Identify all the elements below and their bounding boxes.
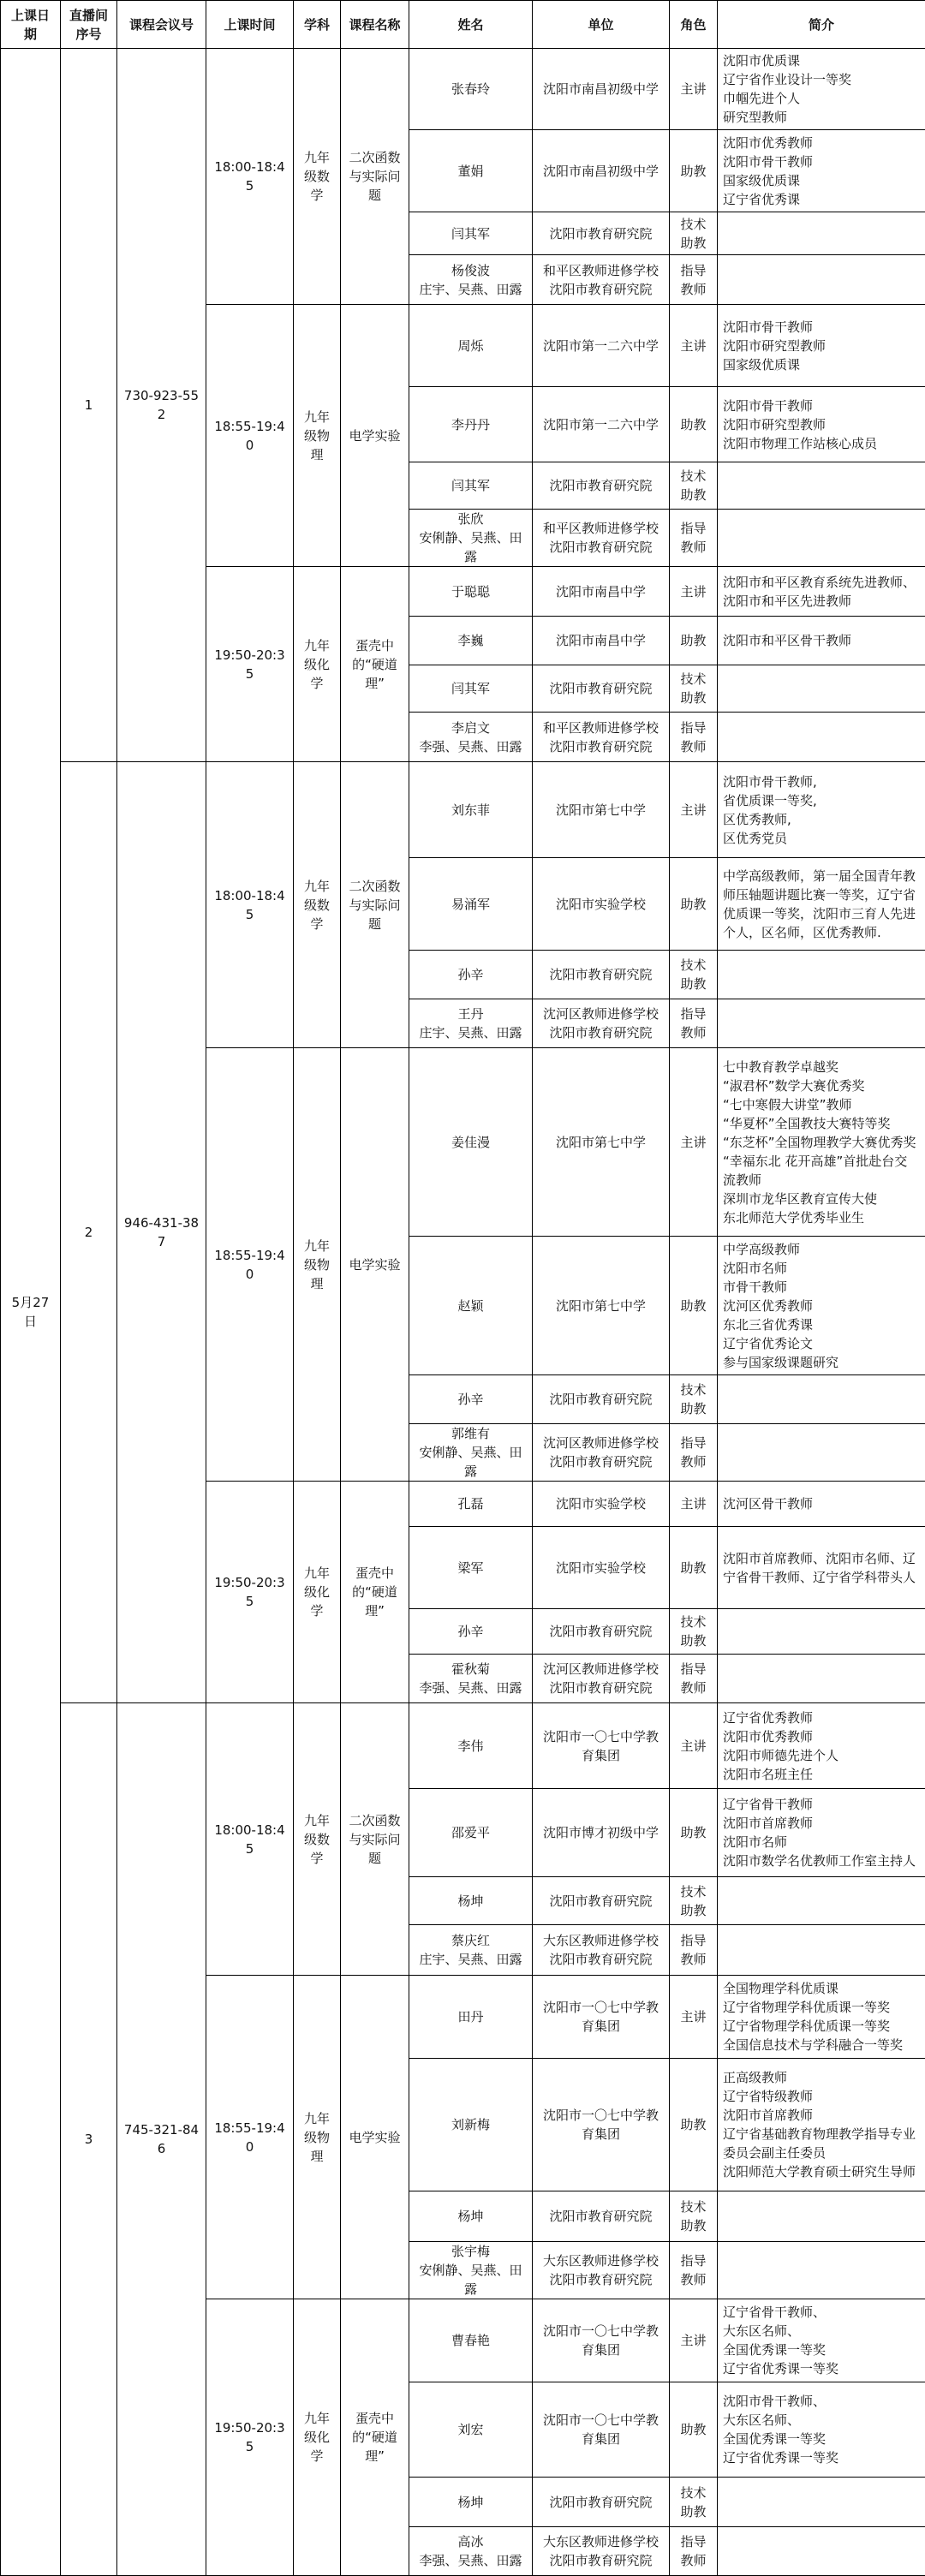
person-name-cell: 刘新梅 xyxy=(409,2059,533,2191)
intro-cell xyxy=(718,255,925,305)
header-cell-role: 角色 xyxy=(670,1,718,49)
person-name-cell: 郭维有 安俐静、吴燕、田露 xyxy=(409,1424,533,1482)
session-time-cell: 18:55-19:40 xyxy=(206,305,294,567)
unit-cell: 沈阳市实验学校 xyxy=(533,1482,670,1527)
course-name-cell: 电学实验 xyxy=(341,305,409,567)
person-name-cell: 梁军 xyxy=(409,1527,533,1609)
session-time-cell: 18:55-19:40 xyxy=(206,1048,294,1482)
header-row xyxy=(1,1,925,49)
course-name-cell: 蛋壳中的“硬道理” xyxy=(341,567,409,762)
role-cell: 主讲 xyxy=(670,1048,718,1237)
intro-cell: 辽宁省骨干教师、 大东区名师、 全国优秀课一等奖 辽宁省优秀课一等奖 xyxy=(718,2299,925,2382)
date-cell: 5月27日 xyxy=(1,49,61,2576)
header-cell-date: 上课日期 xyxy=(1,1,61,49)
role-cell: 技术助教 xyxy=(670,2191,718,2242)
role-cell: 技术助教 xyxy=(670,2478,718,2527)
role-cell: 助教 xyxy=(670,130,718,212)
person-name-cell: 杨坤 xyxy=(409,2191,533,2242)
person-name-cell: 张欣 安俐静、吴燕、田露 xyxy=(409,510,533,567)
session-time-cell: 19:50-20:35 xyxy=(206,2299,294,2576)
unit-cell: 沈河区教师进修学校 沈阳市教育研究院 xyxy=(533,1655,670,1703)
intro-cell xyxy=(718,2242,925,2299)
unit-cell: 沈阳市一〇七中学教育集团 xyxy=(533,1976,670,2059)
subject-cell: 九年级数学 xyxy=(294,1703,341,1976)
intro-cell xyxy=(718,2527,925,2576)
subject-cell: 九年级化学 xyxy=(294,2299,341,2576)
person-name-cell: 张宇梅 安俐静、吴燕、田露 xyxy=(409,2242,533,2299)
unit-cell: 沈阳市教育研究院 xyxy=(533,462,670,510)
role-cell: 指导教师 xyxy=(670,999,718,1048)
person-name-cell: 李启文 李强、吴燕、田露 xyxy=(409,713,533,762)
intro-cell: 沈阳市首席教师、沈阳市名师、辽宁省骨干教师、辽宁省学科带头人 xyxy=(718,1527,925,1609)
header-cell-intro: 简介 xyxy=(718,1,925,49)
header-cell-course: 课程名称 xyxy=(341,1,409,49)
header-cell-unit: 单位 xyxy=(533,1,670,49)
intro-cell: 全国物理学科优质课 辽宁省物理学科优质课一等奖 辽宁省物理学科优质课一等奖 全国信息技术与学科融合一等奖 xyxy=(718,1976,925,2059)
course-name-cell: 二次函数与实际问题 xyxy=(341,49,409,305)
unit-cell: 沈阳市一〇七中学教育集团 xyxy=(533,2382,670,2478)
person-name-cell: 李伟 xyxy=(409,1703,533,1789)
intro-cell: 沈阳市骨干教师、 大东区名师、 全国优秀课一等奖 辽宁省优秀课一等奖 xyxy=(718,2382,925,2478)
subject-cell: 九年级数学 xyxy=(294,49,341,305)
session-time-cell: 19:50-20:35 xyxy=(206,1482,294,1703)
subject-cell: 九年级化学 xyxy=(294,1482,341,1703)
person-name-cell: 杨坤 xyxy=(409,2478,533,2527)
header-cell-meeting: 课程会议号 xyxy=(117,1,206,49)
intro-cell: 沈阳市骨干教师 沈阳市研究型教师 国家级优质课 xyxy=(718,305,925,387)
person-name-cell: 杨坤 xyxy=(409,1877,533,1925)
intro-cell xyxy=(718,212,925,255)
unit-cell: 沈阳市实验学校 xyxy=(533,1527,670,1609)
person-name-cell: 于聪聪 xyxy=(409,567,533,617)
person-name-cell: 闫其军 xyxy=(409,212,533,255)
intro-cell xyxy=(718,1375,925,1424)
role-cell: 助教 xyxy=(670,1237,718,1375)
unit-cell: 沈阳市第七中学 xyxy=(533,1237,670,1375)
person-name-cell: 孔磊 xyxy=(409,1482,533,1527)
intro-cell xyxy=(718,2478,925,2527)
header-cell-name: 姓名 xyxy=(409,1,533,49)
person-name-cell: 董娟 xyxy=(409,130,533,212)
unit-cell: 沈阳市一〇七中学教育集团 xyxy=(533,1703,670,1789)
course-name-cell: 电学实验 xyxy=(341,1976,409,2299)
role-cell: 技术助教 xyxy=(670,665,718,713)
intro-cell xyxy=(718,1424,925,1482)
intro-cell xyxy=(718,665,925,713)
intro-cell xyxy=(718,1925,925,1976)
meeting-id-cell: 745-321-846 xyxy=(117,1703,206,2576)
intro-cell xyxy=(718,2191,925,2242)
intro-cell: 沈阳市优质课 辽宁省作业设计一等奖 巾帼先进个人 研究型教师 xyxy=(718,49,925,130)
unit-cell: 大东区教师进修学校 沈阳市教育研究院 xyxy=(533,1925,670,1976)
person-name-cell: 张春玲 xyxy=(409,49,533,130)
intro-cell: 辽宁省骨干教师 沈阳市首席教师 沈阳市名师 沈阳市数学名优教师工作室主持人 xyxy=(718,1789,925,1877)
session-time-cell: 18:00-18:45 xyxy=(206,762,294,1048)
unit-cell: 和平区教师进修学校 沈阳市教育研究院 xyxy=(533,255,670,305)
table-row xyxy=(1,1703,925,1789)
course-name-cell: 二次函数与实际问题 xyxy=(341,762,409,1048)
role-cell: 技术助教 xyxy=(670,951,718,999)
unit-cell: 沈阳市一〇七中学教育集团 xyxy=(533,2299,670,2382)
intro-cell: 七中教育教学卓越奖 “淑君杯”数学大赛优秀奖 “七中寒假大讲堂”教师 “华夏杯”全国教技大赛特等奖 “东芝杯”全国物理教学大赛优秀奖 “幸福东北 花开高雄”首批赴台交流教师 深圳市龙华区教育宣传大使 东北师范大学优秀毕业生 xyxy=(718,1048,925,1237)
session-time-cell: 18:00-18:45 xyxy=(206,49,294,305)
person-name-cell: 田丹 xyxy=(409,1976,533,2059)
unit-cell: 沈阳市教育研究院 xyxy=(533,1375,670,1424)
intro-cell: 中学高级教师 沈阳市名师 市骨干教师 沈河区优秀教师 东北三省优秀课 辽宁省优秀论文 参与国家级课题研究 xyxy=(718,1237,925,1375)
person-name-cell: 易涌军 xyxy=(409,858,533,951)
unit-cell: 沈阳市博才初级中学 xyxy=(533,1789,670,1877)
unit-cell: 沈阳市实验学校 xyxy=(533,858,670,951)
person-name-cell: 曹春艳 xyxy=(409,2299,533,2382)
room-index-cell: 2 xyxy=(61,762,117,1703)
role-cell: 助教 xyxy=(670,2059,718,2191)
unit-cell: 沈阳市教育研究院 xyxy=(533,2478,670,2527)
person-name-cell: 李巍 xyxy=(409,617,533,665)
role-cell: 主讲 xyxy=(670,305,718,387)
role-cell: 指导教师 xyxy=(670,255,718,305)
role-cell: 指导教师 xyxy=(670,2242,718,2299)
role-cell: 主讲 xyxy=(670,49,718,130)
role-cell: 指导教师 xyxy=(670,2527,718,2576)
person-name-cell: 孙辛 xyxy=(409,1375,533,1424)
role-cell: 主讲 xyxy=(670,762,718,858)
person-name-cell: 高冰 李强、吴燕、田露 xyxy=(409,2527,533,2576)
unit-cell: 沈河区教师进修学校 沈阳市教育研究院 xyxy=(533,999,670,1048)
room-index-cell: 3 xyxy=(61,1703,117,2576)
unit-cell: 沈阳市教育研究院 xyxy=(533,1877,670,1925)
person-name-cell: 蔡庆红 庄宇、吴燕、田露 xyxy=(409,1925,533,1976)
header-cell-time: 上课时间 xyxy=(206,1,294,49)
person-name-cell: 赵颖 xyxy=(409,1237,533,1375)
role-cell: 技术助教 xyxy=(670,1609,718,1655)
intro-cell xyxy=(718,713,925,762)
role-cell: 主讲 xyxy=(670,1703,718,1789)
meeting-id-cell: 730-923-552 xyxy=(117,49,206,762)
unit-cell: 沈阳市一〇七中学教育集团 xyxy=(533,2059,670,2191)
intro-cell xyxy=(718,510,925,567)
meeting-id-cell: 946-431-387 xyxy=(117,762,206,1703)
table-row xyxy=(1,762,925,858)
course-name-cell: 电学实验 xyxy=(341,1048,409,1482)
role-cell: 指导教师 xyxy=(670,1655,718,1703)
unit-cell: 沈阳市教育研究院 xyxy=(533,665,670,713)
session-time-cell: 18:55-19:40 xyxy=(206,1976,294,2299)
person-name-cell: 孙辛 xyxy=(409,951,533,999)
role-cell: 指导教师 xyxy=(670,1424,718,1482)
unit-cell: 沈阳市南昌中学 xyxy=(533,567,670,617)
unit-cell: 沈阳市南昌中学 xyxy=(533,617,670,665)
intro-cell xyxy=(718,1609,925,1655)
person-name-cell: 闫其军 xyxy=(409,665,533,713)
person-name-cell: 霍秋菊 李强、吴燕、田露 xyxy=(409,1655,533,1703)
person-name-cell: 刘宏 xyxy=(409,2382,533,2478)
intro-cell: 沈阳市骨干教师, 省优质课一等奖, 区优秀教师, 区优秀党员 xyxy=(718,762,925,858)
person-name-cell: 闫其军 xyxy=(409,462,533,510)
role-cell: 指导教师 xyxy=(670,510,718,567)
session-time-cell: 19:50-20:35 xyxy=(206,567,294,762)
person-name-cell: 杨俊波 庄宇、吴燕、田露 xyxy=(409,255,533,305)
role-cell: 技术助教 xyxy=(670,462,718,510)
role-cell: 主讲 xyxy=(670,2299,718,2382)
role-cell: 助教 xyxy=(670,858,718,951)
person-name-cell: 邵爱平 xyxy=(409,1789,533,1877)
intro-cell: 正高级教师 辽宁省特级教师 沈阳市首席教师 辽宁省基础教育物理教学指导专业委员会副主任委员 沈阳师范大学教育硕士研究生导师 xyxy=(718,2059,925,2191)
unit-cell: 沈阳市第七中学 xyxy=(533,1048,670,1237)
person-name-cell: 姜佳漫 xyxy=(409,1048,533,1237)
unit-cell: 沈阳市教育研究院 xyxy=(533,951,670,999)
role-cell: 指导教师 xyxy=(670,713,718,762)
course-name-cell: 蛋壳中的“硬道理” xyxy=(341,1482,409,1703)
intro-cell: 沈阳市和平区教育系统先进教师、沈阳市和平区先进教师 xyxy=(718,567,925,617)
role-cell: 助教 xyxy=(670,1527,718,1609)
table-row xyxy=(1,49,925,130)
unit-cell: 沈河区教师进修学校 沈阳市教育研究院 xyxy=(533,1424,670,1482)
unit-cell: 沈阳市第七中学 xyxy=(533,762,670,858)
unit-cell: 沈阳市南昌初级中学 xyxy=(533,130,670,212)
schedule-body xyxy=(1,1,925,2576)
role-cell: 技术助教 xyxy=(670,212,718,255)
role-cell: 技术助教 xyxy=(670,1877,718,1925)
intro-cell xyxy=(718,1877,925,1925)
subject-cell: 九年级物理 xyxy=(294,305,341,567)
unit-cell: 沈阳市南昌初级中学 xyxy=(533,49,670,130)
course-name-cell: 二次函数与实际问题 xyxy=(341,1703,409,1976)
unit-cell: 和平区教师进修学校 沈阳市教育研究院 xyxy=(533,510,670,567)
role-cell: 主讲 xyxy=(670,1976,718,2059)
unit-cell: 沈阳市第一二六中学 xyxy=(533,305,670,387)
intro-cell xyxy=(718,1655,925,1703)
unit-cell: 沈阳市教育研究院 xyxy=(533,212,670,255)
intro-cell xyxy=(718,951,925,999)
person-name-cell: 李丹丹 xyxy=(409,387,533,462)
role-cell: 助教 xyxy=(670,387,718,462)
unit-cell: 和平区教师进修学校 沈阳市教育研究院 xyxy=(533,713,670,762)
subject-cell: 九年级物理 xyxy=(294,1048,341,1482)
unit-cell: 大东区教师进修学校 沈阳市教育研究院 xyxy=(533,2242,670,2299)
unit-cell: 大东区教师进修学校 沈阳市教育研究院 xyxy=(533,2527,670,2576)
role-cell: 主讲 xyxy=(670,1482,718,1527)
intro-cell: 辽宁省优秀教师 沈阳市优秀教师 沈阳市师德先进个人 沈阳市名班主任 xyxy=(718,1703,925,1789)
role-cell: 主讲 xyxy=(670,567,718,617)
person-name-cell: 王丹 庄宇、吴燕、田露 xyxy=(409,999,533,1048)
intro-cell: 中学高级教师，第一届全国青年教师压轴题讲题比赛一等奖，辽宁省优质课一等奖，沈阳市三育人先进个人，区名师，区优秀教师. xyxy=(718,858,925,951)
intro-cell xyxy=(718,462,925,510)
course-name-cell: 蛋壳中的“硬道理” xyxy=(341,2299,409,2576)
header-cell-subject: 学科 xyxy=(294,1,341,49)
role-cell: 助教 xyxy=(670,617,718,665)
role-cell: 助教 xyxy=(670,1789,718,1877)
subject-cell: 九年级数学 xyxy=(294,762,341,1048)
unit-cell: 沈阳市教育研究院 xyxy=(533,1609,670,1655)
intro-cell: 沈阳市优秀教师 沈阳市骨干教师 国家级优质课 辽宁省优秀课 xyxy=(718,130,925,212)
intro-cell: 沈河区骨干教师 xyxy=(718,1482,925,1527)
subject-cell: 九年级化学 xyxy=(294,567,341,762)
role-cell: 技术助教 xyxy=(670,1375,718,1424)
intro-cell: 沈阳市骨干教师 沈阳市研究型教师 沈阳市物理工作站核心成员 xyxy=(718,387,925,462)
person-name-cell: 孙辛 xyxy=(409,1609,533,1655)
intro-cell: 沈阳市和平区骨干教师 xyxy=(718,617,925,665)
intro-cell xyxy=(718,999,925,1048)
unit-cell: 沈阳市教育研究院 xyxy=(533,2191,670,2242)
role-cell: 助教 xyxy=(670,2382,718,2478)
unit-cell: 沈阳市第一二六中学 xyxy=(533,387,670,462)
person-name-cell: 周烁 xyxy=(409,305,533,387)
room-index-cell: 1 xyxy=(61,49,117,762)
subject-cell: 九年级物理 xyxy=(294,1976,341,2299)
person-name-cell: 刘东菲 xyxy=(409,762,533,858)
header-cell-room: 直播间序号 xyxy=(61,1,117,49)
role-cell: 指导教师 xyxy=(670,1925,718,1976)
session-time-cell: 18:00-18:45 xyxy=(206,1703,294,1976)
